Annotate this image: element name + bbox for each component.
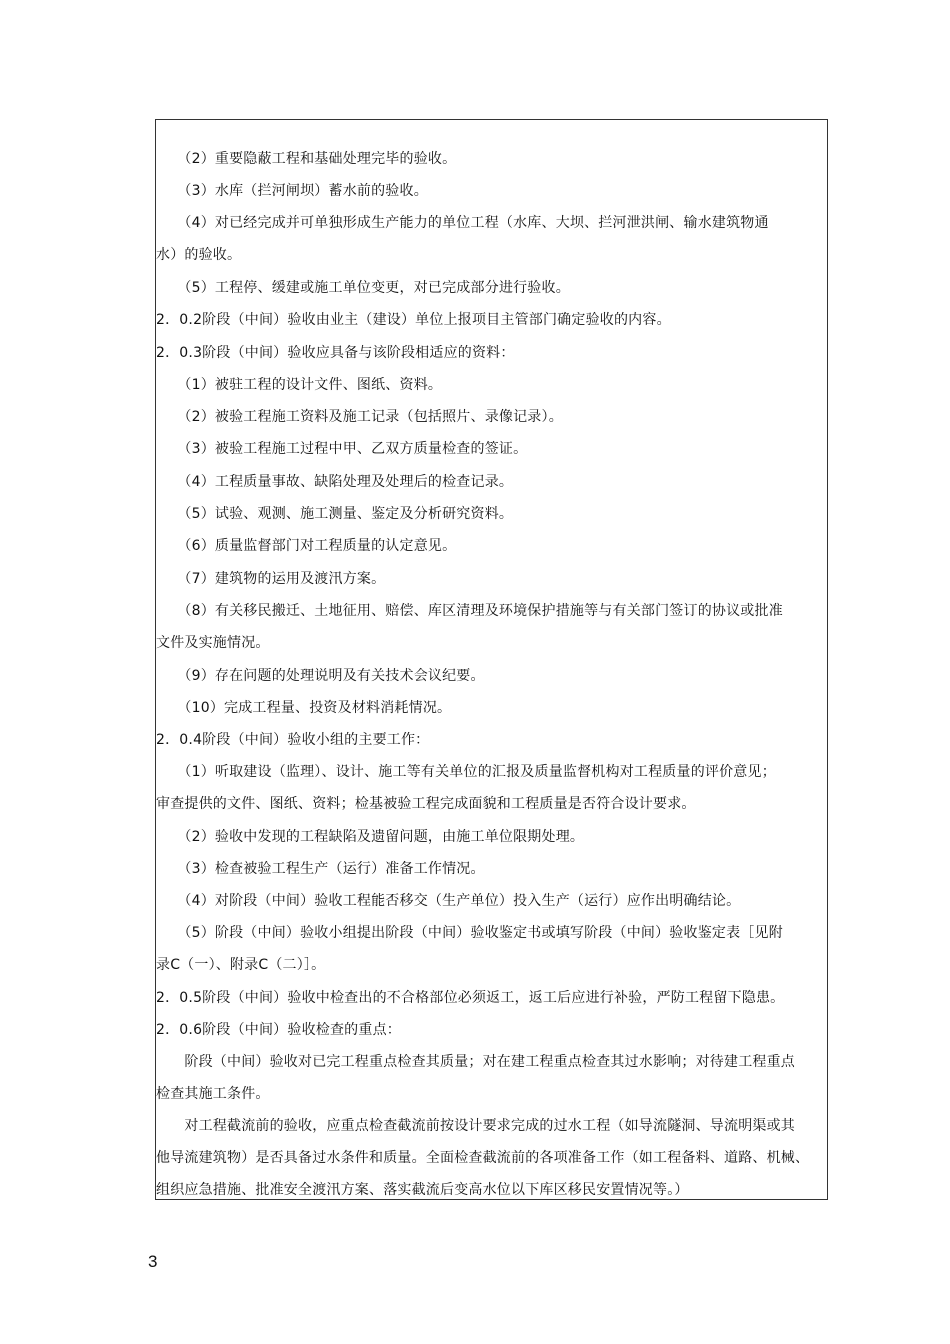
text-line: 阶段（中间）验收对已完工程重点检查其质量；对在建工程重点检查其过水影响；对待建工程重点 (156, 1054, 795, 1070)
text-line: （3）检查被验工程生产（运行）准备工作情况。 (156, 861, 485, 877)
text-line: （3）被验工程施工过程中甲、乙双方质量检查的签证。 (156, 441, 528, 457)
text-line: （2）验收中发现的工程缺陷及遗留问题，由施工单位限期处理。 (156, 829, 585, 845)
text-line: 他导流建筑物）是否具备过水条件和质量。全面检查截流前的各项准备工作（如工程备料、道路、机械、 (156, 1150, 810, 1166)
text-line: 2．0.4阶段（中间）验收小组的主要工作： (156, 732, 430, 748)
text-line: （4）对已经完成并可单独形成生产能力的单位工程（水库、大坝、拦河泄洪闸、输水建筑物通 (156, 215, 769, 231)
text-line: （4）工程质量事故、缺陷处理及处理后的检查记录。 (156, 474, 514, 490)
page-number: 3 (148, 1252, 158, 1271)
text-line: （7）建筑物的运用及渡汛方案。 (156, 571, 386, 587)
text-line: 2．0.3阶段（中间）验收应具备与该阶段相适应的资料： (156, 345, 515, 361)
text-line: （9）存在问题的处理说明及有关技术会议纪要。 (156, 668, 485, 684)
text-line: 组织应急措施、批准安全渡汛方案、落实截流后变高水位以下库区移民安置情况等。） (156, 1182, 689, 1198)
text-line: （5）阶段（中间）验收小组提出阶段（中间）验收鉴定书或填写阶段（中间）验收鉴定表［见附 (156, 925, 783, 941)
text-line: （1）被驻工程的设计文件、图纸、资料。 (156, 377, 443, 393)
text-line: 检查其施工条件。 (156, 1086, 270, 1102)
text-line: （2）重要隐蔽工程和基础处理完毕的验收。 (156, 151, 457, 167)
text-line: 2．0.5阶段（中间）验收中检查出的不合格部位必须返工，返工后应进行补验，严防工程留下隐患。 (156, 990, 785, 1006)
text-line: （4）对阶段（中间）验收工程能否移交（生产单位）投入生产（运行）应作出明确结论。 (156, 893, 741, 909)
text-line: 审查提供的文件、图纸、资料；检基被验工程完成面貌和工程质量是否符合设计要求。 (156, 796, 696, 812)
text-line: （2）被验工程施工资料及施工记录（包括照片、录像记录）。 (156, 409, 563, 425)
text-line: 2．0.6阶段（中间）验收检查的重点： (156, 1022, 401, 1038)
text-line: （6）质量监督部门对工程质量的认定意见。 (156, 538, 457, 554)
text-line: （5）工程停、缓建或施工单位变更，对已完成部分进行验收。 (156, 280, 570, 296)
text-line: （1）听取建设（监理）、设计、施工等有关单位的汇报及质量监督机构对工程质量的评价意见； (156, 764, 776, 780)
text-line: （8）有关移民搬迁、土地征用、赔偿、库区清理及环境保护措施等与有关部门签订的协议或批准 (156, 603, 783, 619)
text-line: 2．0.2阶段（中间）验收由业主（建设）单位上报项目主管部门确定验收的内容。 (156, 312, 671, 328)
text-line: 水）的验收。 (156, 247, 242, 263)
text-line: （5）试验、观测、施工测量、鉴定及分析研究资料。 (156, 506, 514, 522)
text-line: 录C（一）、附录C（二）］。 (156, 957, 326, 973)
text-line: （10）完成工程量、投资及材料消耗情况。 (156, 700, 452, 716)
text-line: （3）水库（拦河闸坝）蓄水前的验收。 (156, 183, 428, 199)
text-line: 文件及实施情况。 (156, 635, 270, 651)
text-line: 对工程截流前的验收，应重点检查截流前按设计要求完成的过水工程（如导流隧洞、导流明渠或其 (156, 1118, 795, 1134)
